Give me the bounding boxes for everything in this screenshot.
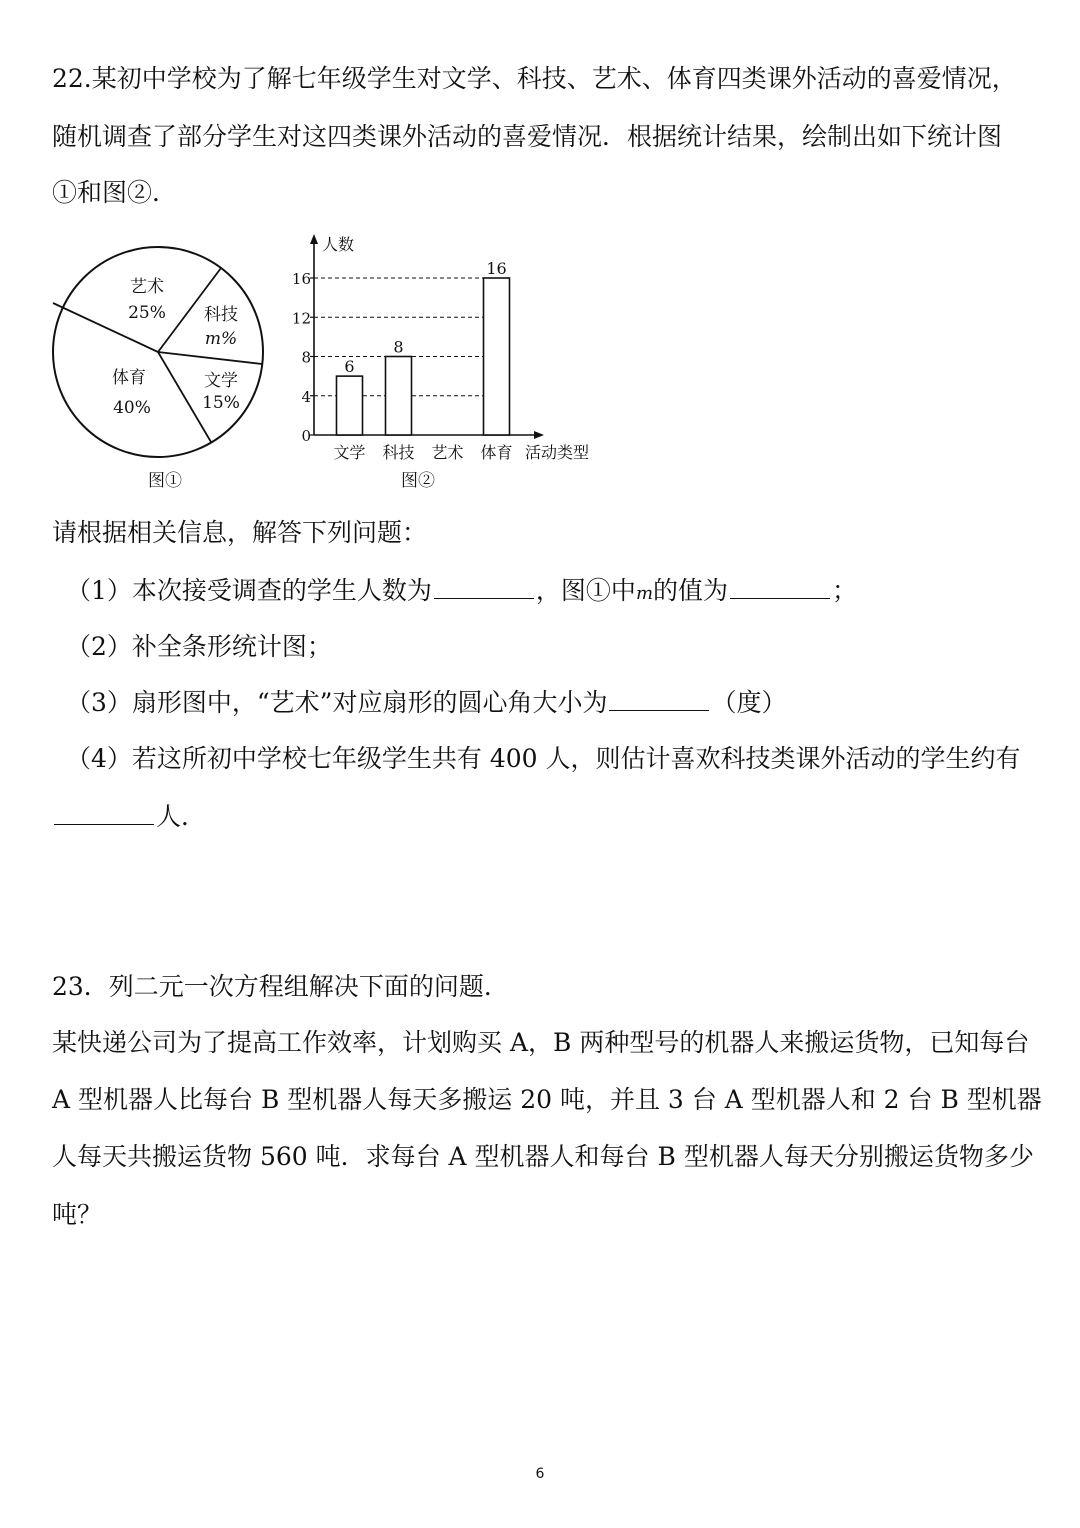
y-tick-label: 8 (301, 348, 311, 367)
variable-m: m (635, 583, 654, 604)
q23-line-3: A 型机器人比每台 B 型机器人每天多搬运 20 吨，并且 3 台 A 型机器人和 2 台 B 型机器 (52, 1085, 1042, 1114)
q22-part-1-text: （1）本次接受调查的学生人数为 (66, 576, 432, 605)
figures (40, 228, 640, 500)
pie-label-art: 艺术 (130, 277, 164, 297)
pie-label-sports: 体育 (112, 368, 146, 388)
bar (484, 278, 510, 435)
x-category-labels (333, 443, 512, 462)
pie-value-sports: 40% (113, 398, 151, 418)
x-category-label: 艺术 (431, 443, 464, 462)
q22-line-3: ①和图②． (52, 178, 178, 207)
pie-value-literature: 15% (202, 393, 240, 413)
q23-line-5: 吨？ (52, 1200, 103, 1229)
y-tick-label: 16 (291, 270, 311, 288)
q22-part-1-text: ； (832, 576, 858, 605)
page-number: 6 (535, 1466, 545, 1482)
pie-chart (53, 247, 263, 491)
q22-part-4: （4）若这所初中学校七年级学生共有 400 人，则估计喜欢科技类课外活动的学生约有 (66, 744, 1021, 773)
q22-line-1: 22.某初中学校为了解七年级学生对文学、科技、艺术、体育四类课外活动的喜爱情况， (52, 64, 1017, 93)
q22-part-1-text: ，图①中 (535, 576, 636, 605)
pie-label-literature: 文学 (204, 371, 238, 391)
pie-divider (158, 352, 262, 364)
bar-data-label: 8 (393, 337, 404, 357)
q22-part-3-text: （度） (711, 688, 787, 717)
answer-blank[interactable] (54, 802, 154, 825)
q23-line-2: 某快递公司为了提高工作效率，计划购买 A，B 两种型号的机器人来搬运货物，已知每台 (52, 1028, 1030, 1057)
pie-label-tech: 科技 (204, 305, 238, 325)
x-axis-label: 活动类型 (525, 443, 590, 462)
bars (337, 259, 510, 435)
y-tick-label: 12 (291, 309, 311, 328)
q22-part-2: （2）补全条形统计图； (66, 632, 332, 661)
answer-blank[interactable] (609, 688, 709, 711)
y-tick-label: 0 (301, 427, 311, 445)
bar-chart (292, 234, 589, 491)
y-tick-label: 4 (301, 387, 311, 406)
bar-data-label: 16 (486, 259, 507, 278)
x-category-label: 体育 (480, 443, 513, 462)
q22-part-1 (66, 574, 857, 611)
q22-part-3 (66, 686, 787, 720)
q22-part-1-text: 的值为 (653, 576, 729, 605)
y-axis-label: 人数 (322, 235, 355, 254)
x-category-label: 科技 (382, 443, 415, 462)
bar (386, 357, 412, 436)
bar (337, 376, 363, 435)
q22-prompt: 请根据相关信息，解答下列问题： (52, 518, 428, 547)
bar-caption: 图② (401, 471, 435, 491)
pie-caption: 图① (148, 471, 182, 491)
x-category-label: 文学 (333, 443, 366, 462)
pie-value-art: 25% (128, 303, 166, 323)
x-axis-arrow (534, 431, 544, 439)
q23-line-4: 人每天共搬运货物 560 吨．求每台 A 型机器人和每台 B 型机器人每天分别搬运货物多少 (52, 1142, 1034, 1171)
q23-line-1: 23．列二元一次方程组解决下面的问题． (52, 972, 509, 1001)
q22-line-2: 随机调查了部分学生对这四类课外活动的喜爱情况．根据统计结果，绘制出如下统计图 (52, 122, 1003, 151)
q22-part-3-text: （3）扇形图中，“艺术”对应扇形的圆心角大小为 (66, 688, 608, 717)
q22-part-4-text: 人． (156, 802, 207, 831)
y-axis-arrow (310, 234, 318, 244)
answer-blank[interactable] (434, 576, 534, 599)
y-tick-labels (292, 270, 311, 445)
bar-data-label: 6 (344, 357, 355, 377)
pie-value-tech: m% (204, 329, 238, 349)
q22-part-4-cont (52, 800, 206, 834)
answer-blank[interactable] (730, 576, 830, 599)
